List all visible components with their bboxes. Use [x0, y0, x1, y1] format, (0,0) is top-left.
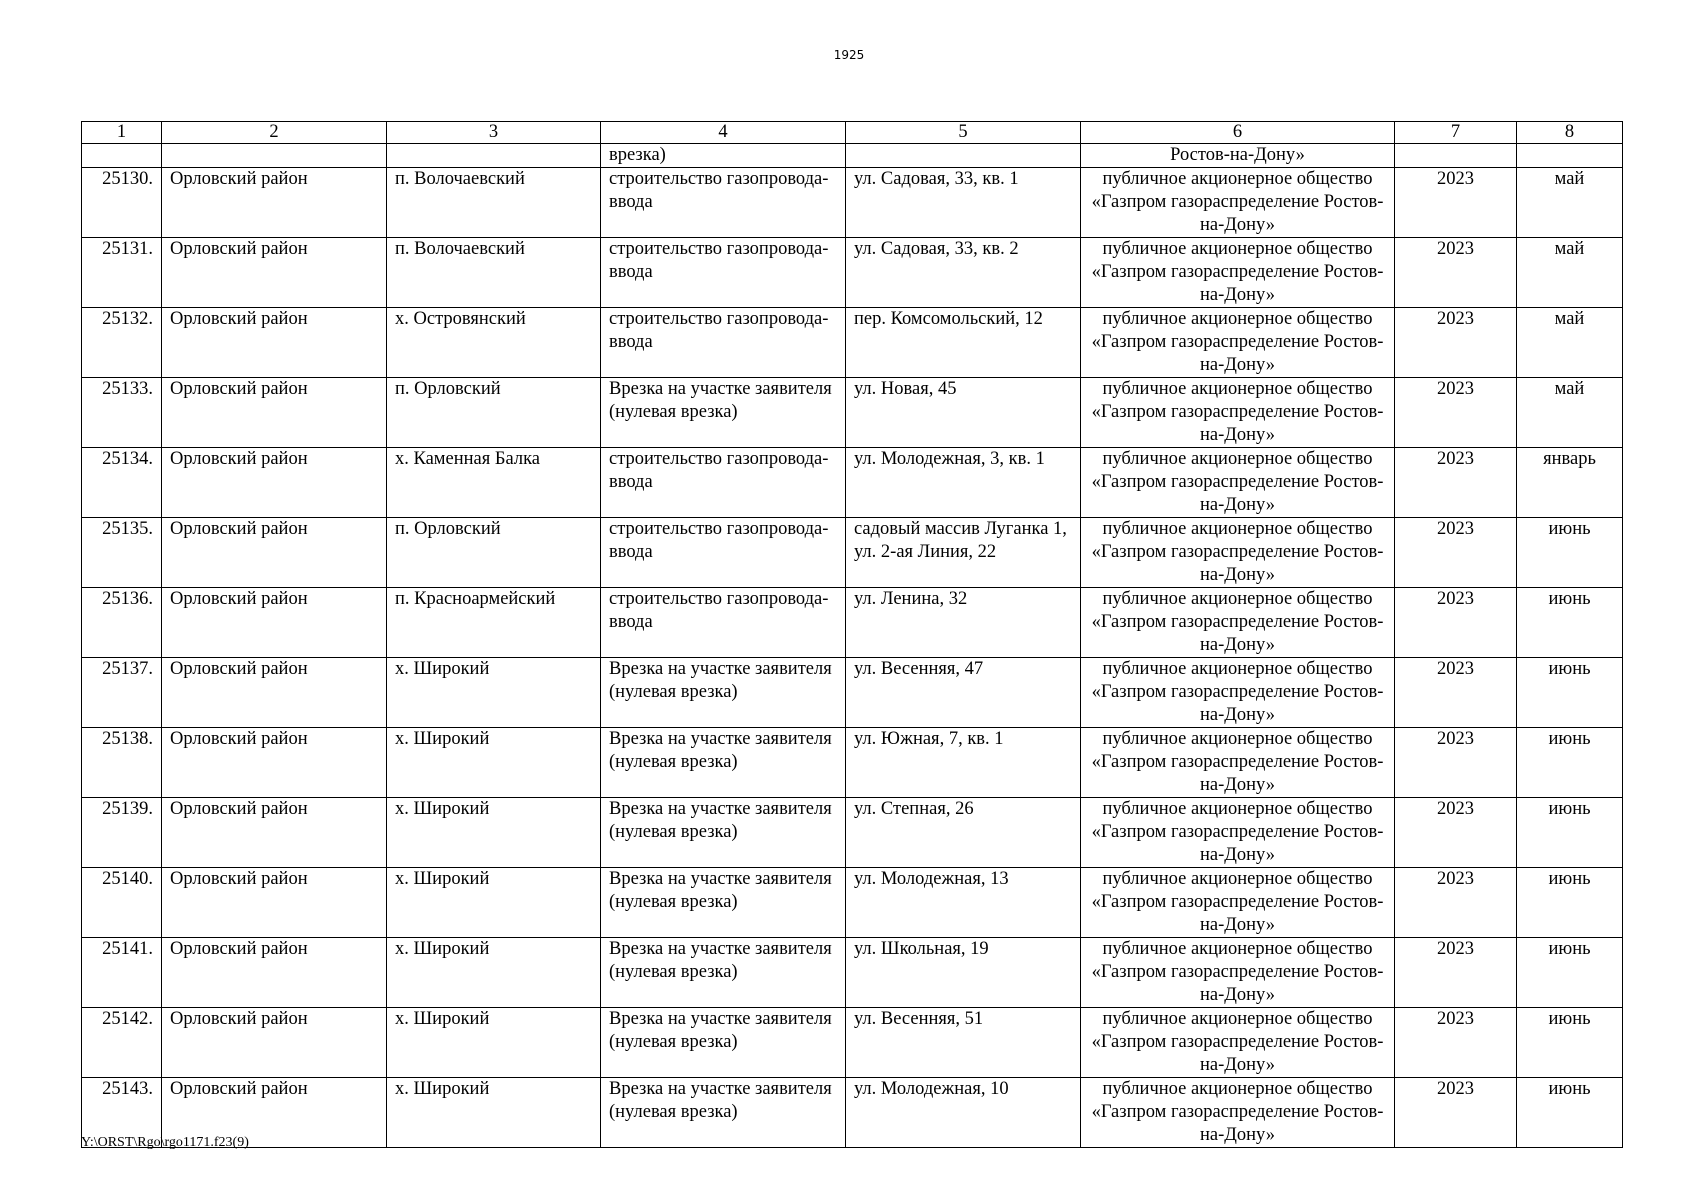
table-row: [82, 1078, 1623, 1148]
district-cell: Орловский район: [162, 518, 387, 588]
record-number: 25133.: [82, 378, 162, 448]
settlement-cell: х. Широкий: [387, 658, 601, 728]
year-cell: 2023: [1395, 1078, 1517, 1148]
settlement-cell: х. Широкий: [387, 938, 601, 1008]
month-cell: июнь: [1517, 1078, 1623, 1148]
settlement-cell: х. Широкий: [387, 728, 601, 798]
column-header: 8: [1517, 122, 1623, 144]
settlement-cell: п. Красноармейский: [387, 588, 601, 658]
organization-cell: публичное акционерное общество «Газпром газораспределение Ростов-на-Дону»: [1081, 588, 1395, 658]
month-cell: май: [1517, 378, 1623, 448]
column-number-row: [82, 122, 1623, 144]
record-number: 25131.: [82, 238, 162, 308]
column-header: 5: [846, 122, 1081, 144]
address-cell: ул. Весенняя, 47: [846, 658, 1081, 728]
year-cell: 2023: [1395, 518, 1517, 588]
work-type-cell: строительство газопровода-ввода: [601, 518, 846, 588]
month-cell: май: [1517, 168, 1623, 238]
work-type-cell: Врезка на участке заявителя (нулевая врезка): [601, 658, 846, 728]
address-cell: ул. Степная, 26: [846, 798, 1081, 868]
work-type-cell: Врезка на участке заявителя (нулевая врезка): [601, 728, 846, 798]
column-header: 4: [601, 122, 846, 144]
page-number: 1925: [833, 48, 865, 62]
organization-cell: публичное акционерное общество «Газпром газораспределение Ростов-на-Дону»: [1081, 308, 1395, 378]
table-row: [82, 168, 1623, 238]
district-cell: Орловский район: [162, 1078, 387, 1148]
organization-cell: публичное акционерное общество «Газпром газораспределение Ростов-на-Дону»: [1081, 798, 1395, 868]
district-cell: Орловский район: [162, 798, 387, 868]
column-header: 3: [387, 122, 601, 144]
organization-cell: публичное акционерное общество «Газпром газораспределение Ростов-на-Дону»: [1081, 168, 1395, 238]
address-cell: ул. Садовая, 33, кв. 2: [846, 238, 1081, 308]
record-number: 25132.: [82, 308, 162, 378]
year-cell: 2023: [1395, 658, 1517, 728]
month-cell: июнь: [1517, 938, 1623, 1008]
settlement-cell: п. Волочаевский: [387, 168, 601, 238]
record-number: 25134.: [82, 448, 162, 518]
address-cell: ул. Весенняя, 51: [846, 1008, 1081, 1078]
month-cell: июнь: [1517, 868, 1623, 938]
work-type-cell: строительство газопровода-ввода: [601, 588, 846, 658]
district-cell: Орловский район: [162, 1008, 387, 1078]
table-row: [82, 378, 1623, 448]
table-row: [82, 868, 1623, 938]
work-type-cell: строительство газопровода-ввода: [601, 238, 846, 308]
organization-cell: публичное акционерное общество «Газпром газораспределение Ростов-на-Дону»: [1081, 518, 1395, 588]
organization-cell: публичное акционерное общество «Газпром газораспределение Ростов-на-Дону»: [1081, 658, 1395, 728]
table-row: [82, 308, 1623, 378]
table-row: [82, 588, 1623, 658]
address-cell: ул. Школьная, 19: [846, 938, 1081, 1008]
gas-connection-table: [81, 121, 1623, 1148]
record-number: 25143.: [82, 1078, 162, 1148]
address-cell: ул. Новая, 45: [846, 378, 1081, 448]
record-number: 25140.: [82, 868, 162, 938]
address-cell: ул. Молодежная, 3, кв. 1: [846, 448, 1081, 518]
table-cell: [82, 144, 162, 168]
table-cell: [846, 144, 1081, 168]
address-cell: ул. Молодежная, 10: [846, 1078, 1081, 1148]
settlement-cell: п. Орловский: [387, 518, 601, 588]
address-cell: ул. Молодежная, 13: [846, 868, 1081, 938]
year-cell: 2023: [1395, 868, 1517, 938]
year-cell: 2023: [1395, 448, 1517, 518]
work-type-cell: Врезка на участке заявителя (нулевая врезка): [601, 798, 846, 868]
record-number: 25130.: [82, 168, 162, 238]
address-cell: ул. Южная, 7, кв. 1: [846, 728, 1081, 798]
month-cell: июнь: [1517, 658, 1623, 728]
district-cell: Орловский район: [162, 308, 387, 378]
month-cell: май: [1517, 238, 1623, 308]
organization-cell: публичное акционерное общество «Газпром газораспределение Ростов-на-Дону»: [1081, 1078, 1395, 1148]
month-cell: июнь: [1517, 1008, 1623, 1078]
table-row: [82, 658, 1623, 728]
organization-cell: публичное акционерное общество «Газпром газораспределение Ростов-на-Дону»: [1081, 378, 1395, 448]
settlement-cell: х. Островянский: [387, 308, 601, 378]
settlement-cell: х. Каменная Балка: [387, 448, 601, 518]
address-cell: пер. Комсомольский, 12: [846, 308, 1081, 378]
year-cell: 2023: [1395, 798, 1517, 868]
work-type-cell: Врезка на участке заявителя (нулевая врезка): [601, 1078, 846, 1148]
year-cell: 2023: [1395, 588, 1517, 658]
month-cell: июнь: [1517, 588, 1623, 658]
organization-cell: публичное акционерное общество «Газпром газораспределение Ростов-на-Дону»: [1081, 868, 1395, 938]
month-cell: июнь: [1517, 518, 1623, 588]
column-header: 1: [82, 122, 162, 144]
district-cell: Орловский район: [162, 728, 387, 798]
record-number: 25138.: [82, 728, 162, 798]
table-cell: Ростов-на-Дону»: [1081, 144, 1395, 168]
table-row: [82, 238, 1623, 308]
district-cell: Орловский район: [162, 448, 387, 518]
settlement-cell: х. Широкий: [387, 1078, 601, 1148]
record-number: 25139.: [82, 798, 162, 868]
table-cell: [1517, 144, 1623, 168]
table-row: [82, 448, 1623, 518]
settlement-cell: х. Широкий: [387, 798, 601, 868]
table-row: [82, 938, 1623, 1008]
year-cell: 2023: [1395, 168, 1517, 238]
district-cell: Орловский район: [162, 168, 387, 238]
table-row: [82, 728, 1623, 798]
record-number: 25135.: [82, 518, 162, 588]
organization-cell: публичное акционерное общество «Газпром газораспределение Ростов-на-Дону»: [1081, 938, 1395, 1008]
work-type-cell: строительство газопровода-ввода: [601, 168, 846, 238]
organization-cell: публичное акционерное общество «Газпром газораспределение Ростов-на-Дону»: [1081, 1008, 1395, 1078]
continuation-row: [82, 144, 1623, 168]
record-number: 25142.: [82, 1008, 162, 1078]
month-cell: май: [1517, 308, 1623, 378]
work-type-cell: строительство газопровода-ввода: [601, 308, 846, 378]
district-cell: Орловский район: [162, 658, 387, 728]
address-cell: садовый массив Луганка 1, ул. 2-ая Линия, 22: [846, 518, 1081, 588]
organization-cell: публичное акционерное общество «Газпром газораспределение Ростов-на-Дону»: [1081, 728, 1395, 798]
address-cell: ул. Ленина, 32: [846, 588, 1081, 658]
year-cell: 2023: [1395, 378, 1517, 448]
table-cell: врезка): [601, 144, 846, 168]
year-cell: 2023: [1395, 1008, 1517, 1078]
year-cell: 2023: [1395, 938, 1517, 1008]
district-cell: Орловский район: [162, 588, 387, 658]
table-cell: [162, 144, 387, 168]
table-row: [82, 798, 1623, 868]
work-type-cell: Врезка на участке заявителя (нулевая врезка): [601, 938, 846, 1008]
work-type-cell: Врезка на участке заявителя (нулевая врезка): [601, 378, 846, 448]
organization-cell: публичное акционерное общество «Газпром газораспределение Ростов-на-Дону»: [1081, 238, 1395, 308]
district-cell: Орловский район: [162, 868, 387, 938]
year-cell: 2023: [1395, 238, 1517, 308]
record-number: 25137.: [82, 658, 162, 728]
settlement-cell: х. Широкий: [387, 1008, 601, 1078]
work-type-cell: Врезка на участке заявителя (нулевая врезка): [601, 868, 846, 938]
work-type-cell: Врезка на участке заявителя (нулевая врезка): [601, 1008, 846, 1078]
month-cell: июнь: [1517, 798, 1623, 868]
year-cell: 2023: [1395, 308, 1517, 378]
settlement-cell: х. Широкий: [387, 868, 601, 938]
district-cell: Орловский район: [162, 938, 387, 1008]
table-row: [82, 518, 1623, 588]
record-number: 25141.: [82, 938, 162, 1008]
month-cell: январь: [1517, 448, 1623, 518]
footer-file-path: Y:\ORST\Rgo\rgo1171.f23(9): [81, 1135, 249, 1150]
record-number: 25136.: [82, 588, 162, 658]
table-cell: [1395, 144, 1517, 168]
settlement-cell: п. Орловский: [387, 378, 601, 448]
column-header: 7: [1395, 122, 1517, 144]
column-header: 2: [162, 122, 387, 144]
organization-cell: публичное акционерное общество «Газпром газораспределение Ростов-на-Дону»: [1081, 448, 1395, 518]
work-type-cell: строительство газопровода-ввода: [601, 448, 846, 518]
settlement-cell: п. Волочаевский: [387, 238, 601, 308]
district-cell: Орловский район: [162, 378, 387, 448]
year-cell: 2023: [1395, 728, 1517, 798]
table-cell: [387, 144, 601, 168]
table-row: [82, 1008, 1623, 1078]
month-cell: июнь: [1517, 728, 1623, 798]
address-cell: ул. Садовая, 33, кв. 1: [846, 168, 1081, 238]
column-header: 6: [1081, 122, 1395, 144]
district-cell: Орловский район: [162, 238, 387, 308]
